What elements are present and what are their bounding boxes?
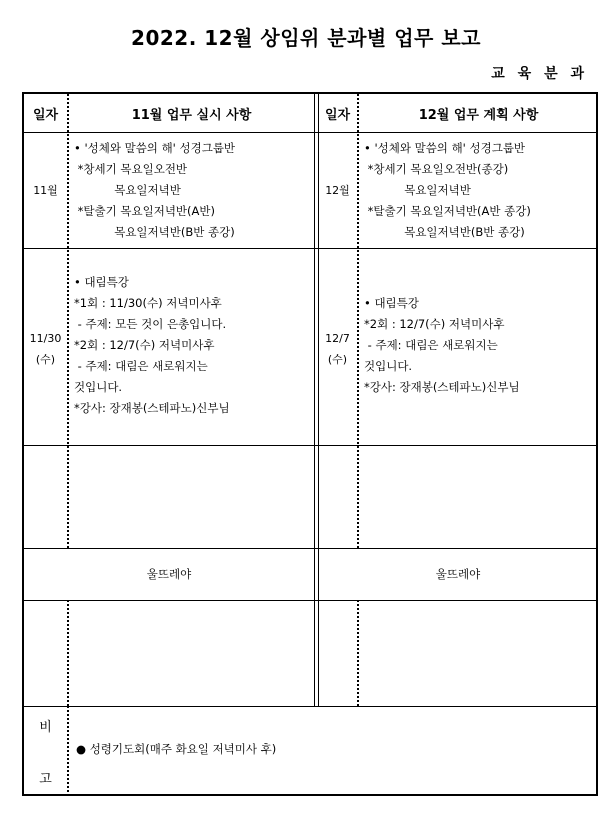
remarks-label-bottom: 고 bbox=[39, 772, 52, 787]
header-date-left: 일자 bbox=[32, 108, 59, 123]
date-column-divider bbox=[67, 94, 69, 548]
header-date-right: 일자 bbox=[324, 108, 351, 123]
remarks-content: ● 성령기도회(매주 화요일 저녁미사 후) bbox=[76, 742, 277, 756]
row1-right-date: 12월 bbox=[325, 184, 350, 197]
row2-right-content: • 대림특강 *2회 : 12/7(수) 저녁미사후 - 주제: 대림은 새로워지는 것입니다. *강사: 장재봉(스테파노)신부님 bbox=[364, 296, 520, 394]
remarks-label-divider bbox=[67, 706, 69, 796]
date-column-divider bbox=[357, 600, 359, 706]
row-divider bbox=[24, 248, 596, 249]
header-december: 12월 업무 계획 사항 bbox=[418, 108, 539, 123]
date-column-divider bbox=[357, 94, 359, 548]
remarks-label-top: 비 bbox=[39, 720, 52, 735]
middle-separator bbox=[314, 94, 315, 706]
date-column-divider bbox=[67, 600, 69, 706]
row2-left-content: • 대림특강 *1회 : 11/30(수) 저녁미사후 - 주제: 모든 것이 은총입니다. *2회 : 12/7(수) 저녁미사후 - 주제: 대림은 새로워지는 것입니다. *강사: 장재봉(스테파노)신부님 bbox=[74, 275, 230, 415]
header-divider bbox=[24, 132, 596, 133]
row-divider bbox=[24, 600, 596, 601]
row1-left-date: 11월 bbox=[33, 184, 58, 197]
row-divider bbox=[24, 548, 596, 549]
row1-right-content: • '성체와 말씀의 해' 성경그룹반 *창세기 목요일오전반(종강) 목요일저녁반 *탈출기 목요일저녁반(A반 종강) 목요일저녁반(B반 종강) bbox=[364, 141, 531, 239]
row2-left-date: 11/30 (수) bbox=[29, 332, 62, 366]
row-divider bbox=[24, 445, 596, 446]
report-table bbox=[22, 92, 598, 796]
row4-left-content: 울뜨레야 bbox=[146, 567, 192, 581]
header-november: 11월 업무 실시 사항 bbox=[131, 108, 252, 123]
row1-left-content: • '성체와 말씀의 해' 성경그룹반 *창세기 목요일오전반 목요일저녁반 *탈출기 목요일저녁반(A반) 목요일저녁반(B반 종강) bbox=[74, 141, 236, 239]
remarks-divider bbox=[24, 706, 596, 707]
row4-right-content: 울뜨레야 bbox=[435, 567, 481, 581]
page-title: 2022. 12월 상임위 분과별 업무 보고 bbox=[131, 26, 481, 50]
row2-right-date: 12/7 (수) bbox=[325, 332, 350, 366]
department-label: 교 육 분 과 bbox=[491, 66, 588, 82]
